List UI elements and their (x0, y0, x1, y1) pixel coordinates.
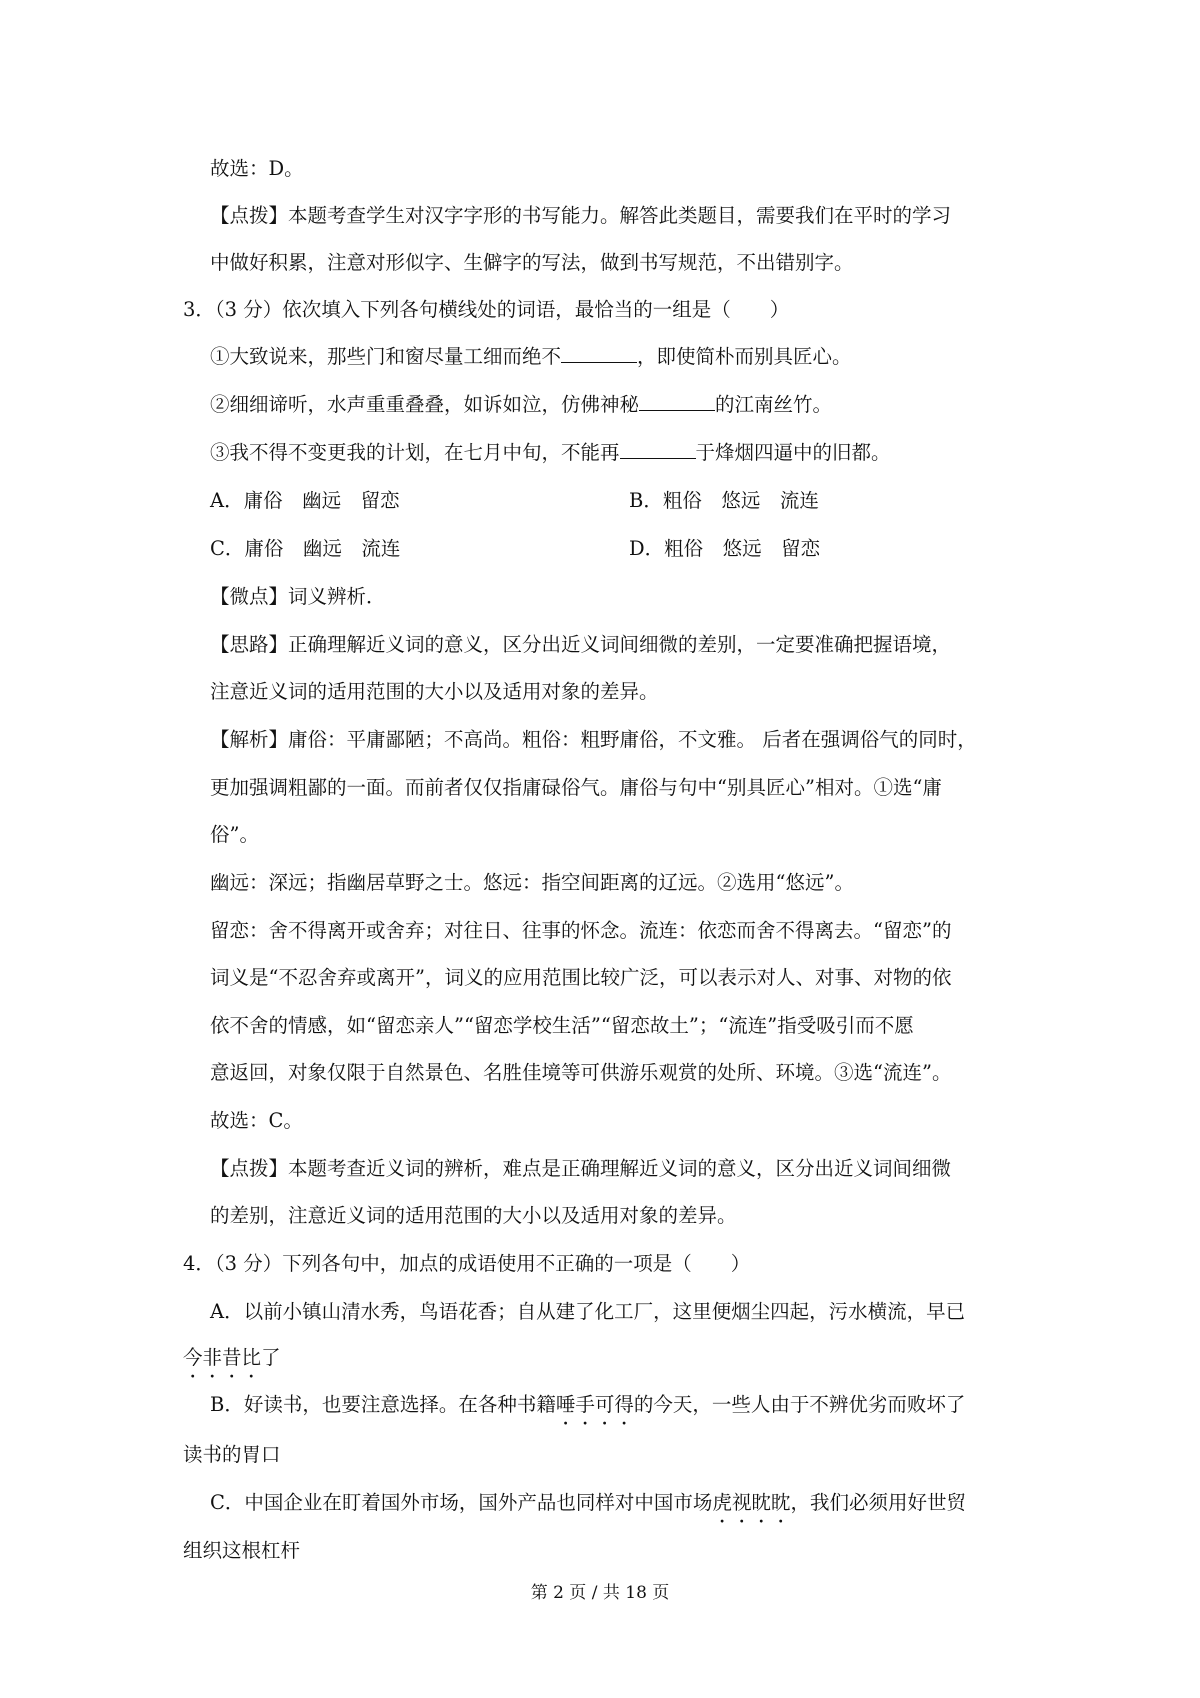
option-c-part-b: ，我们必须用好世贸 (790, 1491, 966, 1514)
sentence-2 (210, 392, 832, 418)
tip-line: 的差别，注意近义词的适用范围的大小以及适用对象的差异。 (210, 1204, 737, 1227)
emphasis-char: 比 (241, 1346, 262, 1369)
dotted-idiom (712, 1491, 790, 1514)
answer-line: 故选：C。 (210, 1109, 303, 1132)
dotted-idiom (556, 1393, 634, 1416)
fill-blank (561, 344, 637, 363)
text-line: 【点拨】本题考查学生对汉字字形的书写能力。解答此类题目，需要我们在平时的学习 (210, 204, 952, 227)
option-a-line: A．以前小镇山清水秀，鸟语花香；自从建了化工厂，这里便烟尘四起，污水横流，早已 (210, 1300, 966, 1323)
option-a-cont (183, 1345, 281, 1371)
tip-line: 【点拨】本题考查近义词的辨析，难点是正确理解近义词的意义，区分出近义词间细微 (210, 1157, 952, 1180)
analysis-line: 词义是“不忍舍弃或离开”，词义的应用范围比较广泛，可以表示对人、对事、对物的依 (210, 966, 952, 989)
sentence-1 (210, 344, 852, 370)
text-line: 中做好积累，注意对形似字、生僻字的写法，做到书写规范，不出错别字。 (210, 251, 854, 274)
emphasis-char: 今 (183, 1346, 203, 1369)
emphasis-char: 非 (202, 1346, 223, 1369)
analysis-line: 俗”。 (210, 823, 259, 846)
sentence-3 (210, 440, 891, 466)
analysis-line: 留恋：舍不得离开或舍弃；对往日、往事的怀念。流连：依恋而舍不得离去。“留恋”的 (210, 919, 952, 942)
analysis-line: 【解析】庸俗：平庸鄙陋；不高尚。粗俗：粗野庸俗，不文雅。 后者在强调俗气的同时， (210, 728, 977, 751)
emphasis-char: 虎 (712, 1491, 732, 1514)
emphasis-char: 眈 (770, 1491, 791, 1514)
sentence-1-part-a: ①大致说来，那些门和窗尽量工细而绝不 (210, 345, 562, 368)
dotted-idiom (183, 1346, 261, 1369)
page-footer: 第 2 页 / 共 18 页 (530, 1583, 670, 1603)
option-b-cont: 读书的胃口 (183, 1443, 281, 1466)
analysis-line: 更加强调粗鄙的一面。而前者仅仅指庸碌俗气。庸俗与句中“别具匠心”相对。①选“庸 (210, 776, 942, 799)
option-c-part-a: C．中国企业在盯着国外市场，国外产品也同样对中国市场 (210, 1491, 713, 1514)
question-3-stem: 3．（3 分）依次填入下列各句横线处的词语，最恰当的一组是（ ） (183, 298, 790, 321)
approach-line: 注意近义词的适用范围的大小以及适用对象的差异。 (210, 680, 659, 703)
text-line: 故选：D。 (210, 157, 304, 180)
approach-line: 【思路】正确理解近义词的意义，区分出近义词间细微的差别，一定要准确把握语境， (210, 633, 952, 656)
option-c-cont: 组织这根杠杆 (183, 1539, 301, 1562)
emphasis-char: 昔 (222, 1346, 242, 1369)
analysis-line: 幽远：深远；指幽居草野之士。悠远：指空间距离的辽远。②选用“悠远”。 (210, 871, 854, 894)
option-b: B．粗俗 悠远 流连 (629, 489, 819, 512)
option-c-line (210, 1490, 966, 1516)
emphasis-char: 眈 (751, 1491, 771, 1514)
key-point: 【微点】词义辨析． (210, 585, 386, 608)
emphasis-char: 得 (614, 1393, 634, 1416)
option-b-part-b: 的今天，一些人由于不辨优劣而败坏了 (633, 1393, 966, 1416)
question-4-stem: 4．（3 分）下列各句中，加点的成语使用不正确的一项是（ ） (183, 1252, 751, 1275)
emphasis-char: 视 (731, 1491, 752, 1514)
option-a-tail: 了 (261, 1346, 281, 1369)
sentence-1-part-b: ，即使简朴而别具匠心。 (637, 345, 852, 368)
option-c: C．庸俗 幽远 流连 (210, 537, 401, 560)
emphasis-char: 唾 (555, 1393, 576, 1416)
fill-blank (639, 392, 715, 411)
fill-blank (620, 440, 696, 459)
emphasis-char: 可 (594, 1393, 615, 1416)
analysis-line: 依不舍的情感，如“留恋亲人”“留恋学校生活”“留恋故土”；“流连”指受吸引而不愿 (210, 1014, 914, 1037)
sentence-2-part-b: 的江南丝竹。 (715, 393, 833, 416)
option-b-part-a: B．好读书，也要注意选择。在各种书籍 (210, 1393, 556, 1416)
option-d: D．粗俗 悠远 留恋 (629, 537, 821, 560)
sentence-3-part-a: ③我不得不变更我的计划，在七月中旬，不能再 (210, 441, 620, 464)
sentence-3-part-b: 于烽烟四逼中的旧都。 (695, 441, 891, 464)
analysis-line: 意返回，对象仅限于自然景色、名胜佳境等可供游乐观赏的处所、环境。③选“流连”。 (210, 1061, 952, 1084)
emphasis-char: 手 (575, 1393, 595, 1416)
option-b-line (210, 1392, 965, 1418)
sentence-2-part-a: ②细细谛听，水声重重叠叠，如诉如泣，仿佛神秘 (210, 393, 640, 416)
option-a: A．庸俗 幽远 留恋 (210, 489, 400, 512)
